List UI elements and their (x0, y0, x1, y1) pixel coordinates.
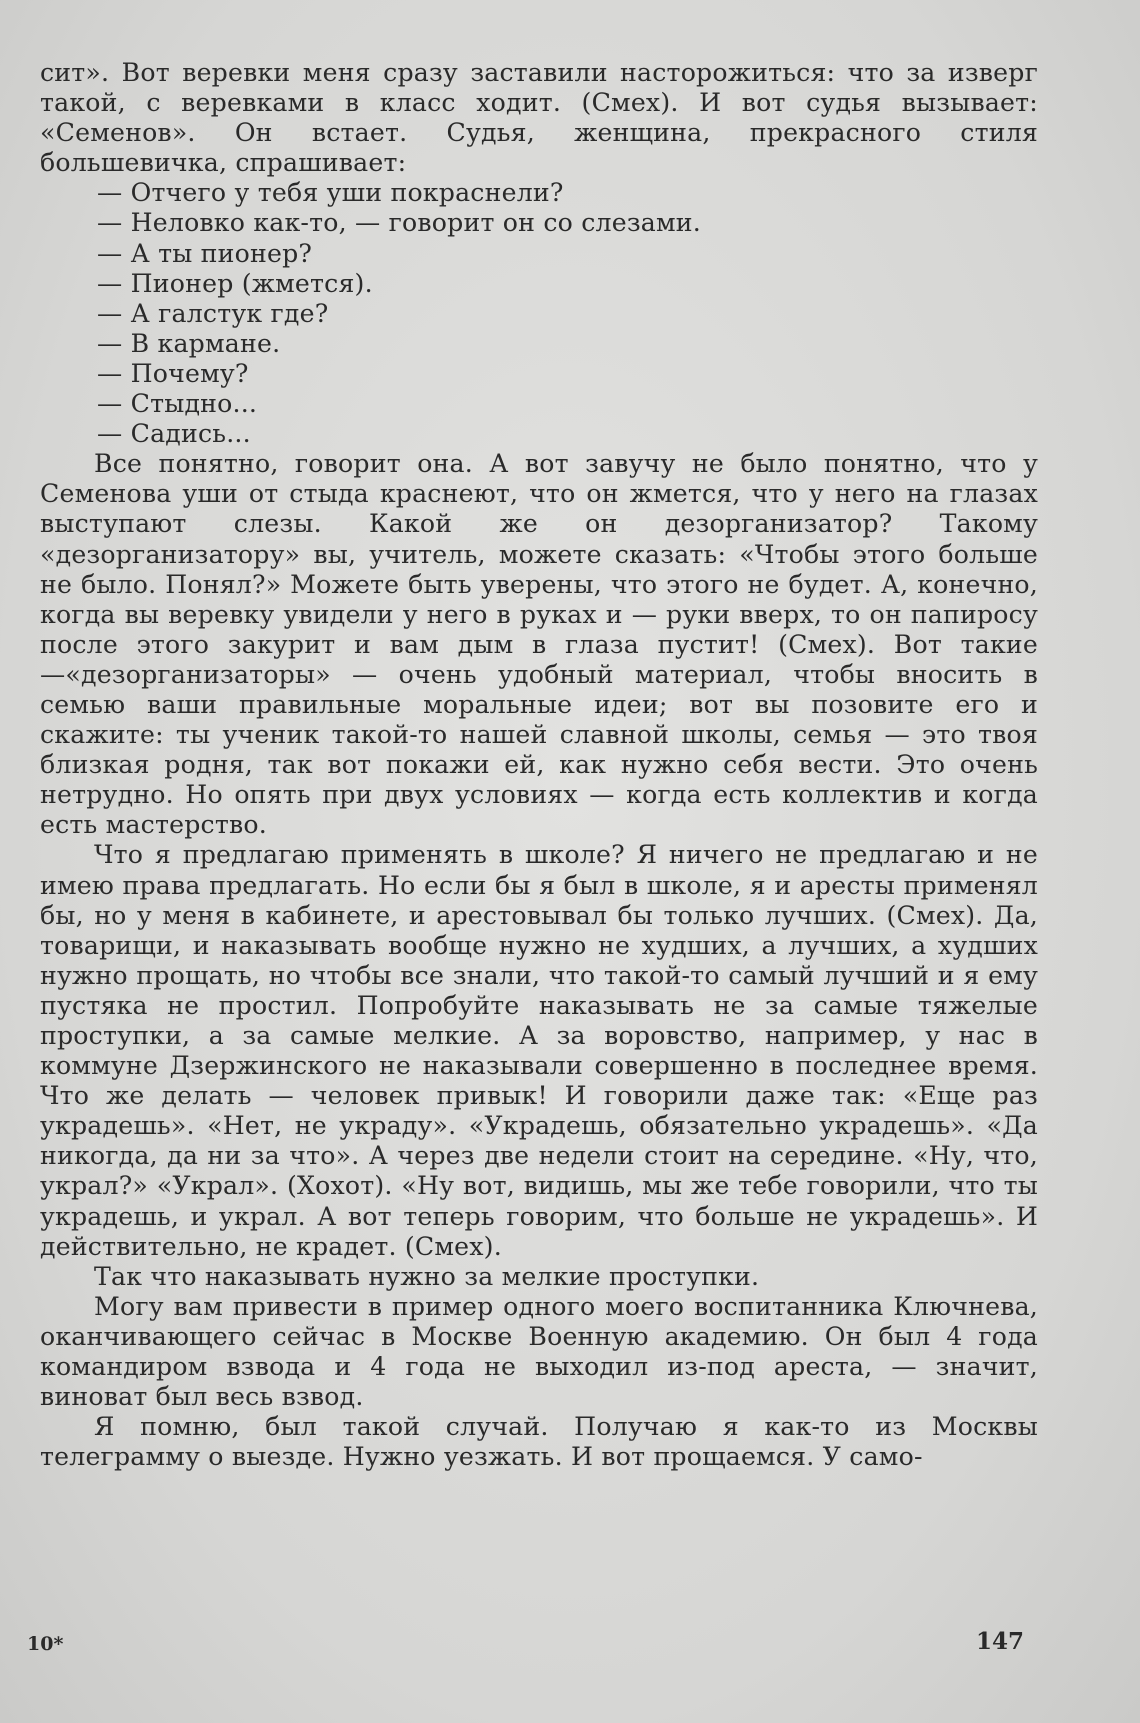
paragraph: Могу вам привести в пример одного моего воспитанника Ключнева, оканчивающего сейчас в Москве Военную академию. Он был 4 года командиром взвода и 4 года не выходил из-под ареста, — значит, виноват был весь взвод. (40, 1291, 1038, 1412)
paragraph-continuation: сит». Вот веревки меня сразу заставили насторожиться: что за изверг такой, с веревками в класс ходит. (Смех). И вот судья вызывает: «Семенов». Он встает. Судья, женщина, прекрасного стиля большевичка, спрашивает: (40, 58, 1038, 178)
dialogue-line: — Садись... (97, 419, 251, 449)
paragraph: Все понятно, говорит она. А вот завучу не было понятно, что у Семенова уши от стыда краснеют, что он жмется, что у него на глазах выступают слезы. Какой же он дезорганизатор? Такому «дезорганизатору» вы, учитель, можете сказать: «Чтобы этого больше не было. Понял?» Можете быть уверены, что этого не будет. А, конечно, когда вы веревку увидели у него в руках и — руки вверх, то он папиросу после этого закурит и вам дым в глаза пустит! (Смех). Вот такие—«дезорганизаторы» — очень удобный материал, чтобы вносить в семью ваши правильные моральные идеи; вот вы позовите его и скажите: ты ученик такой-то нашей славной школы, семья — это твоя близкая родня, так вот покажи ей, как нужно себя вести. Это очень нетрудно. Но опять при двух условиях — когда есть коллектив и когда есть мастерство. (40, 449, 1038, 840)
body-text (40, 58, 1038, 1472)
paragraph: Я помню, был такой случай. Получаю я как-то из Москвы телеграмму о выезде. Нужно уезжать. И вот прощаемся. У само- (40, 1412, 1038, 1472)
dialogue-line: — Пионер (жмется). (97, 268, 373, 298)
paragraph: Так что наказывать нужно за мелкие проступки. (94, 1261, 760, 1291)
page-number: 147 (976, 1628, 1025, 1655)
paragraph: Что я предлагаю применять в школе? Я ничего не предлагаю и не имею права предлагать. Но если бы я был в школе, я и аресты применял бы, но у меня в кабинете, и арестовывал бы только лучших. (Смех). Да, товарищи, и наказывать вообще нужно не худших, а лучших, а худших нужно прощать, но чтобы все знали, что такой-то самый лучший и я ему пустяка не простил. Попробуйте наказывать не за самые тяжелые проступки, а за самые мелкие. А за воровство, например, у нас в коммуне Дзержинского не наказывали совершенно в последнее время. Что же делать — человек привык! И говорили даже так: «Еще раз украдешь». «Нет, не украду». «Украдешь, обязательно украдешь». «Да никогда, да ни за что». А через две недели стоит на середине. «Ну, что, украл?» «Украл». (Хохот). «Ну вот, видишь, мы же тебе говорили, что ты украдешь, и украл. А вот теперь говорим, что больше не украдешь». И действительно, не крадет. (Смех). (40, 840, 1038, 1261)
dialogue-line: — Почему? (97, 358, 249, 388)
dialogue-line: — Отчего у тебя уши покраснели? (97, 178, 564, 208)
printer-signature: 10* (27, 1633, 64, 1655)
dialogue-line: — А ты пионер? (97, 238, 313, 268)
dialogue-line: — А галстук где? (97, 298, 329, 328)
dialogue-line: — Неловко как-то, — говорит он со слезами. (97, 208, 701, 238)
dialogue-line: — В кармане. (97, 328, 281, 358)
dialogue-line: — Стыдно... (97, 389, 258, 419)
